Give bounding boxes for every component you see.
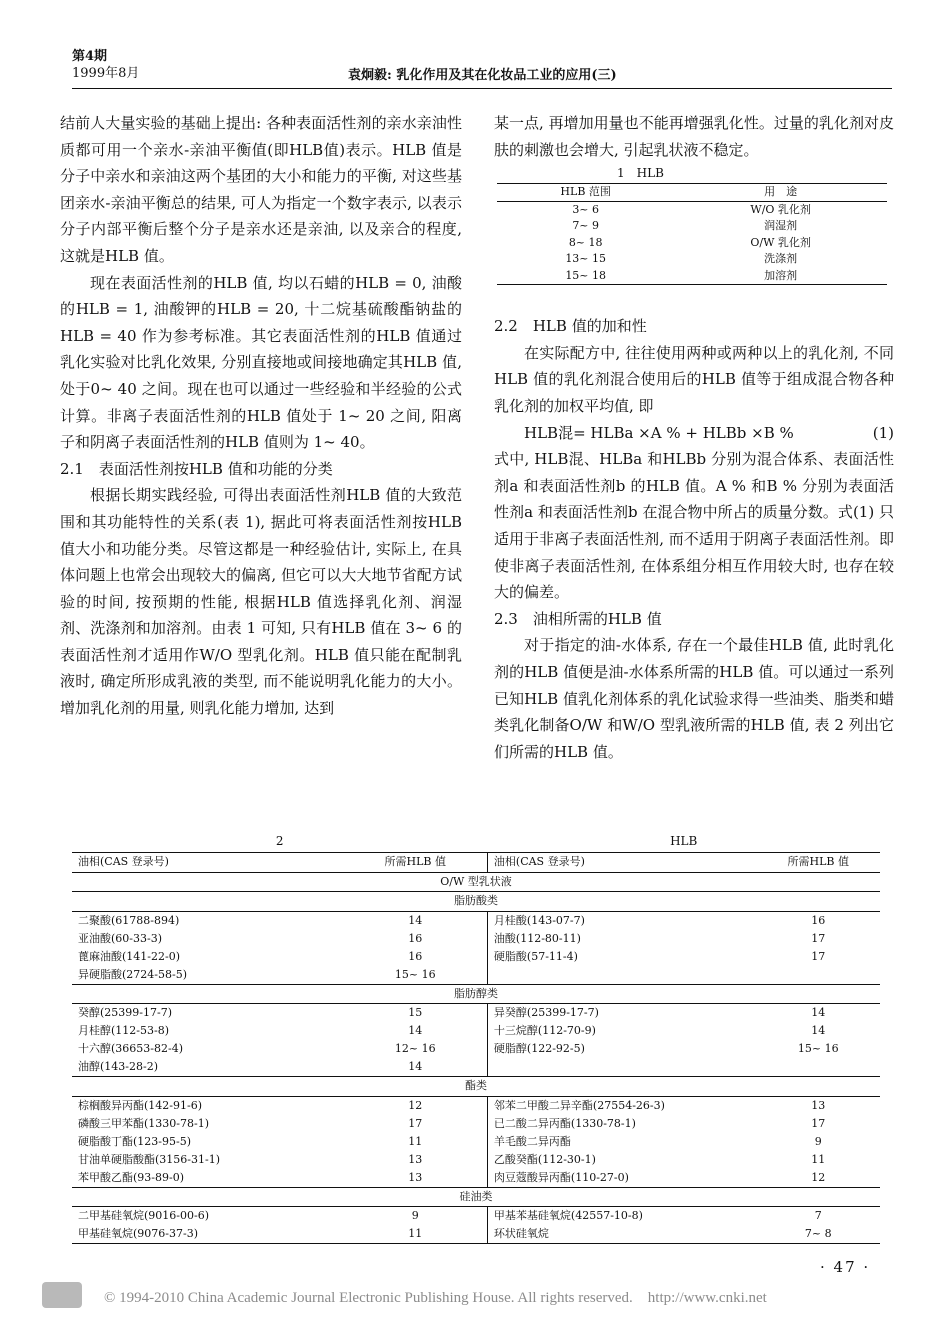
table-row: [72, 1058, 880, 1077]
section-heading-2-3: 2.3 油相所需的HLB 值: [494, 609, 662, 628]
table-cell: 乙酸癸酯(112-30-1): [487, 1151, 756, 1169]
table-cell: O/W 乳化剂: [750, 235, 811, 249]
table-group-row: [72, 1077, 880, 1097]
paragraph: 结前人大量实验的基础上提出: 各种表面活性剂的亲水亲油性质都可用一个亲水-亲油平衡值(即HLB值)表示。HLB 值是分子中亲水和亲油这两个基团的大小和能力的平衡, 对这些基团亲水-亲油平衡总的结果, 可人为指定一个数字表示, 以表示分子内部平衡后整个分子是亲水还是亲油, 以及亲合的程度, 这就是HLB 值。: [60, 114, 462, 265]
table-row: [497, 218, 887, 235]
table-cell: 环状硅氧烷: [487, 1225, 756, 1244]
table-2-title: HLB: [670, 834, 698, 848]
table-cell: 17: [811, 949, 826, 963]
table-cell: 3~ 6: [572, 202, 600, 216]
cnki-logo-icon: [42, 1282, 82, 1308]
table-1: [497, 163, 887, 285]
table-cell: 蓖麻油酸(141-22-0): [78, 949, 181, 963]
table-cell: [487, 966, 756, 985]
left-column: [60, 110, 462, 722]
table-row: [72, 1207, 880, 1226]
table-cell: 磷酸三甲苯酯(1330-78-1): [78, 1116, 210, 1130]
equation: HLB混= HLBa ×A % + HLBb ×B %: [524, 423, 794, 442]
table-group-label: 脂肪醇类: [72, 984, 880, 1004]
table-cell: 7~ 8: [757, 1225, 880, 1244]
table-cell: 洗涤剂: [764, 252, 798, 266]
equation-number: (1): [872, 423, 894, 442]
table-cell: [487, 1058, 756, 1077]
table-cell: 硬脂酸丁酯(123-95-5): [78, 1134, 192, 1148]
table-cell: 肉豆蔻酸异丙酯(110-27-0): [487, 1169, 756, 1188]
right-column: [494, 110, 894, 765]
table-cell: 已二酸二异丙酯(1330-78-1): [487, 1115, 756, 1133]
issue-date: 1999年8月: [72, 66, 140, 81]
table-1-title: 1 HLB: [617, 166, 664, 181]
table-cell: 14: [408, 913, 423, 927]
table-cell: 硬脂酸(57-11-4): [487, 948, 756, 966]
table-cell: 7~ 9: [572, 219, 600, 233]
table-cell: [757, 966, 880, 985]
table-cell: 油醇(143-28-2): [72, 1058, 344, 1077]
table-cell: 16: [408, 931, 423, 945]
header-rule: [72, 88, 892, 89]
equation-1: [494, 420, 894, 447]
table-cell: 17: [408, 1116, 423, 1130]
table-cell: 润湿剂: [764, 219, 798, 233]
table-row: [72, 911, 880, 930]
paragraph: 现在表面活性剂的HLB 值, 均以石蜡的HLB = 0, 油酸的HLB = 1, 油酸钾的HLB = 20, 十二烷基硫酸酯钠盐的HLB = 40 作为参考标准。其它表面活性剂的HLB 值通过乳化实验对比乳化效果, 分别直接地或间接地确定其HLB 值, 处于0~ 40 之间。现在也可以通过一些经验和半经验的公式计算。非离子表面活性剂的HLB 值处于 1~ 20 之间, 阳离子和阴离子表面活性剂的HLB 值则为 1~ 40。: [60, 273, 462, 452]
table-row: [72, 966, 880, 985]
paragraph: 式中, HLB混、HLBa 和HLBb 分别为混合体系、表面活性剂a 和表面活性剂b 的HLB 值。A % 和B % 分别为表面活性剂a 和表面活性剂b 在混合物中所占的质量分数。式(1) 只适用于非离子表面活性剂, 而不适用于阴离子表面活性剂。即使非离子表面活性剂, 在体系组分相互作用较大时, 也存在较大的偏差。: [494, 450, 894, 602]
table-row: [497, 201, 887, 218]
table-cell: 9: [814, 1134, 822, 1148]
copyright-notice: © 1994-2010 China Academic Journal Electronic Publishing House. All rights reserved. http://www.cnki.net: [104, 1290, 767, 1306]
table-cell: 二甲基硅氧烷(9016-00-6): [78, 1209, 210, 1222]
table-cell: 月桂醇(112-53-8): [78, 1024, 170, 1037]
table-row: [72, 930, 880, 948]
paragraph: 对于指定的油-水体系, 存在一个最佳HLB 值, 此时乳化剂的HLB 值便是油-水体系所需的HLB 值。可以通过一系列已知HLB 值乳化剂体系的乳化试验求得一些油类、脂类和蜡类乳化制备O/W 和W/O 型乳液所需的HLB 值, 表 2 列出它们所需的HLB 值。: [494, 636, 894, 761]
table-group-row: [72, 1187, 880, 1207]
table-cell: 9: [411, 1209, 419, 1222]
table-group-row: [72, 892, 880, 912]
table-cell: 11: [408, 1134, 423, 1148]
paragraph: 某一点, 再增加用量也不能再增强乳化性。过量的乳化剂对皮肤的刺激也会增大, 引起乳状液不稳定。: [494, 114, 894, 159]
table-cell: 17: [811, 931, 826, 945]
table-cell: 月桂酸(143-07-7): [487, 911, 756, 930]
table-2-header: 所需HLB 值: [757, 853, 880, 873]
table-2-header: 油相(CAS 登录号): [72, 853, 344, 873]
table-cell: 12: [757, 1169, 880, 1188]
table-cell: 邻苯二甲酸二异辛酯(27554-26-3): [487, 1096, 756, 1115]
paragraph: 根据长期实践经验, 可得出表面活性剂HLB 值的大致范围和其功能特性的关系(表 1), 据此可将表面活性剂按HLB 值大小和功能分类。尽管这都是一种经验估计, 实际上, 在具体问题上也常会出现较大的偏离, 但它可以大大地节省配方试验的时间, 按预期的性能, 根据HLB 值选择乳化剂、润湿剂、洗涤剂和加溶剂。由表 1 可知, 只有HLB 值在 3~ 6 的表面活性剂才适用作W/O 型乳化剂。HLB 值只能在配制乳液时, 确定所形成乳液的类型, 而不能说明乳化能力的大小。增加乳化剂的用量, 则乳化能力增加, 达到: [60, 486, 462, 718]
section-heading-2-1: 2.1 表面活性剂按HLB 值和功能的分类: [60, 459, 333, 478]
running-header-issue: [72, 48, 139, 82]
table-cell: 15: [408, 1006, 423, 1019]
emulsion-type-label: O/W 型乳状液: [72, 872, 880, 892]
table-cell: 11: [811, 1152, 826, 1166]
table-1-header: 用 途: [674, 184, 887, 202]
table-cell: 7: [814, 1209, 822, 1222]
paragraph: 在实际配方中, 往往使用两种或两种以上的乳化剂, 不同HLB 值的乳化剂混合使用后的HLB 值等于组成混合物各种乳化剂的加权平均值, 即: [494, 343, 894, 415]
table-group-label: 酯类: [72, 1077, 880, 1097]
table-row: [72, 1225, 880, 1244]
table-2-header: 所需HLB 值: [344, 853, 488, 873]
table-2: [72, 830, 880, 1244]
table-cell: 14: [408, 1024, 423, 1037]
table-cell: 14: [811, 1006, 826, 1019]
table-cell: 8~ 18: [568, 235, 603, 249]
table-cell: 癸醇(25399-17-7): [78, 1006, 173, 1019]
table-cell: 甘油单硬脂酸酯(3156-31-1): [78, 1152, 221, 1166]
table-cell: 16: [811, 913, 826, 927]
table-cell: 17: [811, 1116, 826, 1130]
table-cell: 苯甲酸乙酯(93-89-0): [72, 1169, 344, 1188]
table-cell: 羊毛酸二异丙酯: [487, 1133, 756, 1151]
table-group-label: 脂肪酸类: [72, 892, 880, 912]
table-cell: 异硬脂酸(2724-58-5): [72, 966, 344, 985]
table-cell: 12~ 16: [394, 1042, 436, 1055]
table-cell: 14: [811, 1024, 826, 1037]
table-cell: 加溶剂: [674, 268, 887, 285]
page-number: · 47 ·: [820, 1258, 871, 1276]
table-cell: 异癸醇(25399-17-7): [487, 1004, 756, 1023]
table-cell: 二聚酸(61788-894): [78, 913, 180, 927]
table-row: [72, 1133, 880, 1151]
table-cell: 13: [344, 1169, 488, 1188]
table-row: [497, 251, 887, 268]
table-cell: [757, 1058, 880, 1077]
table-cell: 14: [344, 1058, 488, 1077]
running-header-title: 袁炯毅: 乳化作用及其在化妆品工业的应用(三): [348, 68, 617, 83]
table-cell: 棕榈酸异丙酯(142-91-6): [78, 1098, 203, 1112]
table-row: [72, 1004, 880, 1023]
table-cell: 13: [408, 1152, 423, 1166]
table-cell: W/O 乳化剂: [750, 202, 811, 216]
table-cell: 甲基苯基硅氧烷(42557-10-8): [487, 1207, 756, 1226]
table-row: [72, 1151, 880, 1169]
table-1-header: HLB 范围: [497, 184, 674, 202]
table-cell: 油酸(112-80-11): [487, 930, 756, 948]
table-row: [497, 235, 887, 252]
table-cell: 15~ 18: [497, 268, 674, 285]
table-2-container: [72, 830, 880, 1244]
table-row: [72, 948, 880, 966]
table-cell: 11: [344, 1225, 488, 1244]
table-row: [72, 1115, 880, 1133]
table-row: [72, 1040, 880, 1058]
table-cell: 亚油酸(60-33-3): [78, 931, 163, 945]
table-row: [72, 1169, 880, 1188]
table-cell: 15~ 16: [344, 966, 488, 985]
table-group-row: [72, 984, 880, 1004]
table-cell: 硬脂醇(122-92-5): [487, 1040, 756, 1058]
table-row: [72, 1096, 880, 1115]
table-row: [72, 1022, 880, 1040]
table-cell: 13~ 15: [565, 252, 607, 266]
table-cell: 十六醇(36653-82-4): [78, 1042, 184, 1055]
section-heading-2-2: 2.2 HLB 值的加和性: [494, 317, 647, 336]
issue-number: 第4期: [72, 49, 108, 64]
table-cell: 13: [811, 1098, 826, 1112]
table-cell: 16: [408, 949, 423, 963]
table-cell: 甲基硅氧烷(9076-37-3): [72, 1225, 344, 1244]
table-cell: 15~ 16: [797, 1042, 839, 1055]
table-row: [497, 268, 887, 285]
footer: [42, 1282, 902, 1312]
table-cell: 12: [408, 1098, 423, 1112]
table-cell: 十三烷醇(112-70-9): [487, 1022, 756, 1040]
table-group-label: 硅油类: [72, 1187, 880, 1207]
table-2-header: 油相(CAS 登录号): [487, 853, 756, 873]
table-2-title-number: 2: [275, 834, 284, 848]
